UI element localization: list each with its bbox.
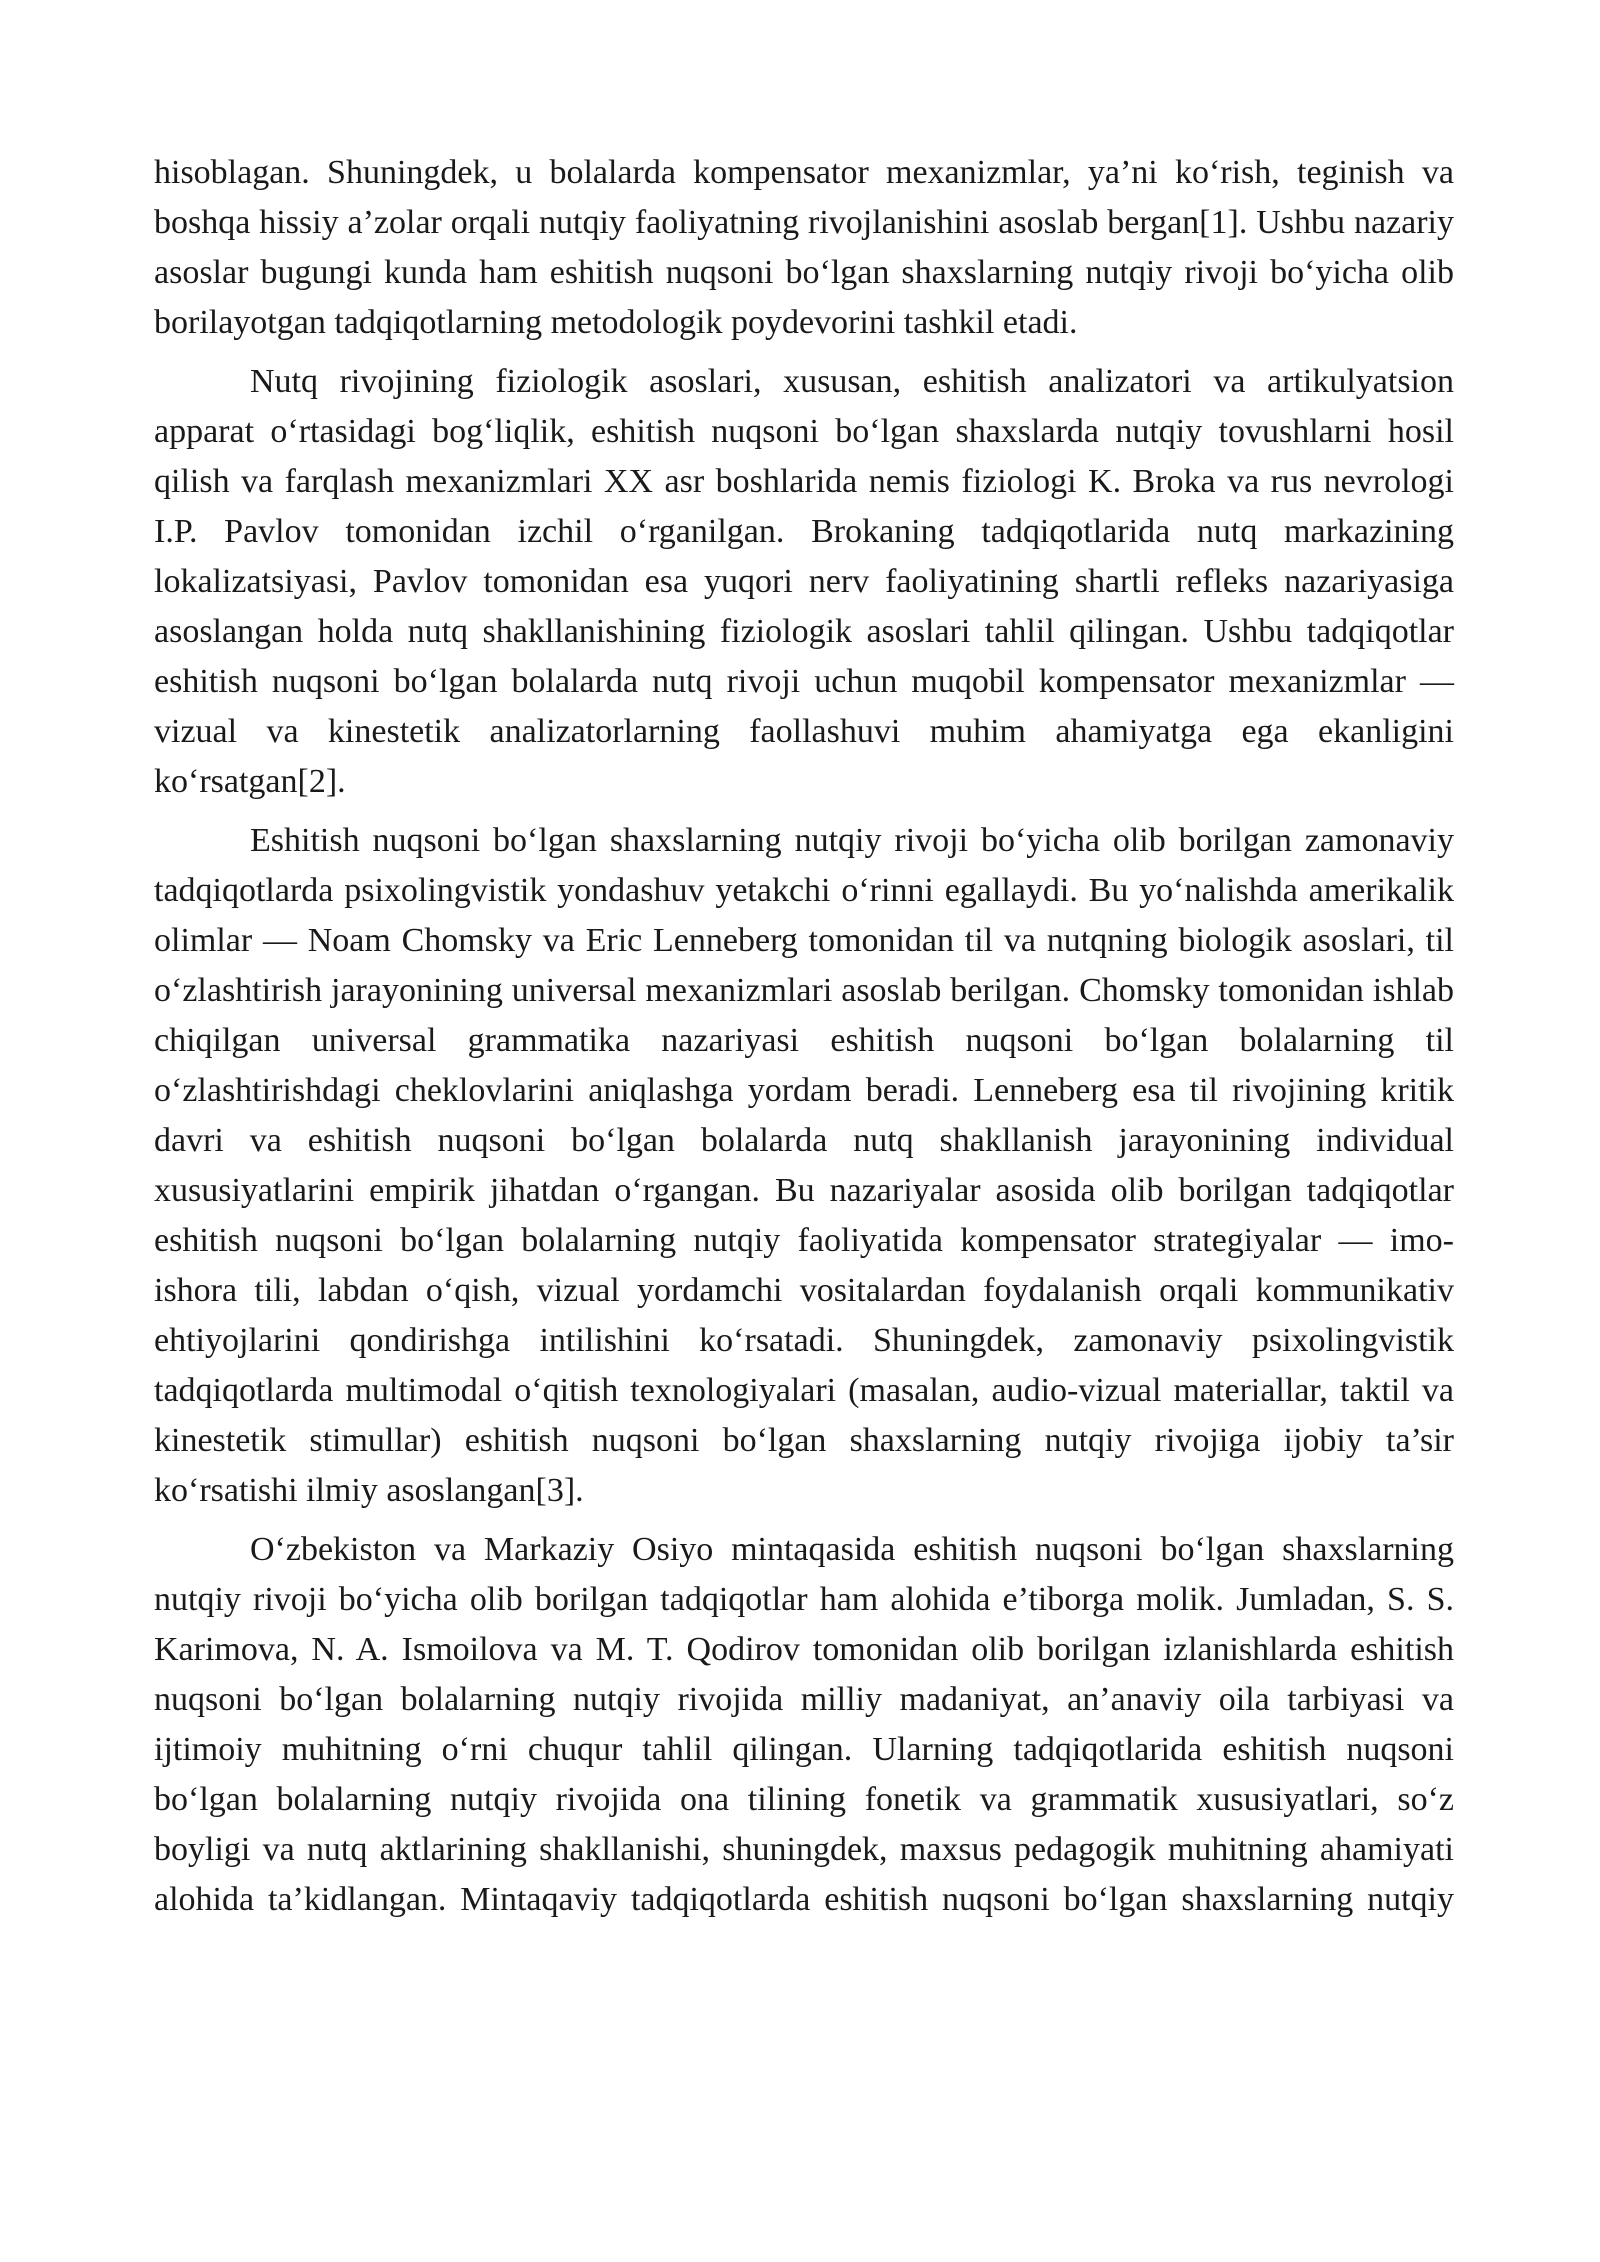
paragraph-psycholinguistic-approach: Eshitish nuqsoni bo‘lgan shaxslarning nutqiy rivoji bo‘yicha olib borilgan zamonaviy tadqiqotlarda psixolingvistik yondashuv yetakchi o‘rinni egallaydi. Bu yo‘nalishda amerikalik olimlar — Noam Chomsky va Eric Lenneberg tomonidan til va nutqning biologik asoslari, til o‘zlashtirish jarayonining universal mexanizmlari asoslab berilgan. Chomsky tomonidan ishlab chiqilgan universal grammatika nazariyasi eshitish nuqsoni bo‘lgan bolalarning til o‘zlashtirishdagi cheklovlarini aniqlashga yordam beradi. Lenneberg esa til rivojining kritik davri va eshitish nuqsoni bo‘lgan bolalarda nutq shakllanish jarayonining individual xususiyatlarini empirik jihatdan o‘rgangan. Bu nazariyalar asosida olib borilgan tadqiqotlar eshitish nuqsoni bo‘lgan bolalarning nutqiy faoliyatida kompensator strategiyalar — imo-ishora tili, labdan o‘qish, vizual yordamchi vositalardan foydalanish orqali kommunikativ ehtiyojlarini qondirishga intilishini ko‘rsatadi. Shuningdek, zamonaviy psixolingvistik tadqiqotlarda multimodal o‘qitish texnologiyalari (masalan, audio-vizual materiallar, taktil va kinestetik stimullar) eshitish nuqsoni bo‘lgan shaxslarning nutqiy rivojiga ijobiy ta’sir ko‘rsatishi ilmiy asoslangan[3]. <box>154 822 1454 1509</box>
paragraph-intro-continuation: hisoblagan. Shuningdek, u bolalarda kompensator mexanizmlar, ya’ni ko‘rish, teginish va boshqa hissiy a’zolar orqali nutqiy faoliyatning rivojlanishini asoslab bergan[1]. Ushbu nazariy asoslar bugungi kunda ham eshitish nuqsoni bo‘lgan shaxslarning nutqiy rivoji bo‘yicha olib borilayotgan tadqiqotlarning metodologik poydevorini tashkil etadi. <box>154 154 1454 341</box>
paragraph-regional-research: O‘zbekiston va Markaziy Osiyo mintaqasida eshitish nuqsoni bo‘lgan shaxslarning nutqiy rivoji bo‘yicha olib borilgan tadqiqotlar ham alohida e’tiborga molik. Jumladan, S. S. Karimova, N. A. Ismoilova va M. T. Qodirov tomonidan olib borilgan izlanishlarda eshitish nuqsoni bo‘lgan bolalarning nutqiy rivojida milliy madaniyat, an’anaviy oila tarbiyasi va ijtimoiy muhitning o‘rni chuqur tahlil qilingan. Ularning tadqiqotlarida eshitish nuqsoni bo‘lgan bolalarning nutqiy rivojida ona tilining fonetik va grammatik xususiyatlari, so‘z boyligi va nutq aktlarining shakllanishi, shuningdek, maxsus pedagogik muhitning ahamiyati alohida ta’kidlangan. Mintaqaviy tadqiqotlarda eshitish nuqsoni bo‘lgan shaxslarning nutqiy <box>154 1531 1454 1918</box>
document-page <box>154 148 1454 1925</box>
paragraph-physiological-foundations: Nutq rivojining fiziologik asoslari, xususan, eshitish analizatori va artikulyatsion apparat o‘rtasidagi bog‘liqlik, eshitish nuqsoni bo‘lgan shaxslarda nutqiy tovushlarni hosil qilish va farqlash mexanizmlari XX asr boshlarida nemis fiziologi K. Broka va rus nevrologi I.P. Pavlov tomonidan izchil o‘rganilgan. Brokaning tadqiqotlarida nutq markazining lokalizatsiyasi, Pavlov tomonidan esa yuqori nerv faoliyatining shartli refleks nazariyasiga asoslangan holda nutq shakllanishining fiziologik asoslari tahlil qilingan. Ushbu tadqiqotlar eshitish nuqsoni bo‘lgan bolalarda nutq rivoji uchun muqobil kompensator mexanizmlar — vizual va kinestetik analizatorlarning faollashuvi muhim ahamiyatga ega ekanligini ko‘rsatgan[2]. <box>154 363 1454 800</box>
